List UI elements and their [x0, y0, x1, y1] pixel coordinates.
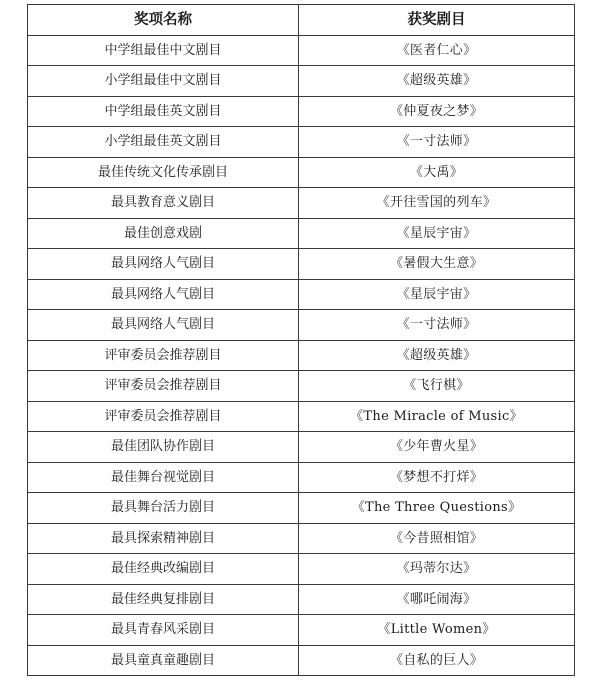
table-row: [28, 310, 575, 341]
table-row: [28, 340, 575, 371]
award-name-cell: 小学组最佳英文剧目: [28, 127, 299, 158]
award-name-cell: 最佳创意戏剧: [28, 218, 299, 249]
winning-play-cell: 《The Three Questions》: [299, 493, 575, 524]
winning-play-cell: 《超级英雄》: [299, 66, 575, 97]
winning-play-cell: 《医者仁心》: [299, 35, 575, 66]
winning-play-cell: 《玛蒂尔达》: [299, 554, 575, 585]
table-row: [28, 127, 575, 158]
award-name-cell: 最具青春风采剧目: [28, 615, 299, 646]
award-name-cell: 中学组最佳英文剧目: [28, 96, 299, 127]
table-row: [28, 157, 575, 188]
table-row: [28, 96, 575, 127]
award-name-cell: 最具童真童趣剧目: [28, 645, 299, 676]
winning-play-cell: 《Little Women》: [299, 615, 575, 646]
winning-play-cell: 《大禹》: [299, 157, 575, 188]
winning-play-cell: 《星辰宇宙》: [299, 218, 575, 249]
award-name-cell: 评审委员会推荐剧目: [28, 371, 299, 402]
table-row: [28, 35, 575, 66]
award-name-cell: 评审委员会推荐剧目: [28, 401, 299, 432]
table-row: [28, 462, 575, 493]
award-name-cell: 最佳舞台视觉剧目: [28, 462, 299, 493]
table-row: [28, 615, 575, 646]
header-row: [28, 5, 575, 36]
winning-play-cell: 《自私的巨人》: [299, 645, 575, 676]
award-name-cell: 最具网络人气剧目: [28, 310, 299, 341]
table-row: [28, 188, 575, 219]
table-row: [28, 218, 575, 249]
winning-play-cell: 《The Miracle of Music》: [299, 401, 575, 432]
table-row: [28, 554, 575, 585]
table-row: [28, 66, 575, 97]
winning-play-cell: 《今昔照相馆》: [299, 523, 575, 554]
award-name-cell: 最佳经典改编剧目: [28, 554, 299, 585]
award-name-cell: 最具网络人气剧目: [28, 249, 299, 280]
winning-play-cell: 《暑假大生意》: [299, 249, 575, 280]
table-row: [28, 279, 575, 310]
winning-play-cell: 《星辰宇宙》: [299, 279, 575, 310]
award-name-cell: 中学组最佳中文剧目: [28, 35, 299, 66]
table-row: [28, 584, 575, 615]
winning-play-cell: 《少年曹火星》: [299, 432, 575, 463]
winning-play-cell: 《梦想不打烊》: [299, 462, 575, 493]
table-row: [28, 493, 575, 524]
award-name-cell: 最具探索精神剧目: [28, 523, 299, 554]
award-name-cell: 最佳团队协作剧目: [28, 432, 299, 463]
table-row: [28, 523, 575, 554]
winning-play-cell: 《超级英雄》: [299, 340, 575, 371]
winning-play-cell: 《一寸法师》: [299, 127, 575, 158]
award-name-cell: 最佳经典复排剧目: [28, 584, 299, 615]
column-header-award-name: 奖项名称: [28, 5, 299, 36]
winning-play-cell: 《一寸法师》: [299, 310, 575, 341]
award-name-cell: 最佳传统文化传承剧目: [28, 157, 299, 188]
column-header-winning-play: 获奖剧目: [299, 5, 575, 36]
award-name-cell: 最具教育意义剧目: [28, 188, 299, 219]
winning-play-cell: 《开往雪国的列车》: [299, 188, 575, 219]
table-row: [28, 401, 575, 432]
winning-play-cell: 《哪吒闹海》: [299, 584, 575, 615]
award-name-cell: 最具网络人气剧目: [28, 279, 299, 310]
table-row: [28, 645, 575, 676]
winning-play-cell: 《仲夏夜之梦》: [299, 96, 575, 127]
award-name-cell: 评审委员会推荐剧目: [28, 340, 299, 371]
winning-play-cell: 《飞行棋》: [299, 371, 575, 402]
table-body: [28, 35, 575, 676]
award-name-cell: 小学组最佳中文剧目: [28, 66, 299, 97]
table-row: [28, 432, 575, 463]
awards-table: [27, 4, 575, 676]
table-row: [28, 371, 575, 402]
table-row: [28, 249, 575, 280]
award-name-cell: 最具舞台活力剧目: [28, 493, 299, 524]
